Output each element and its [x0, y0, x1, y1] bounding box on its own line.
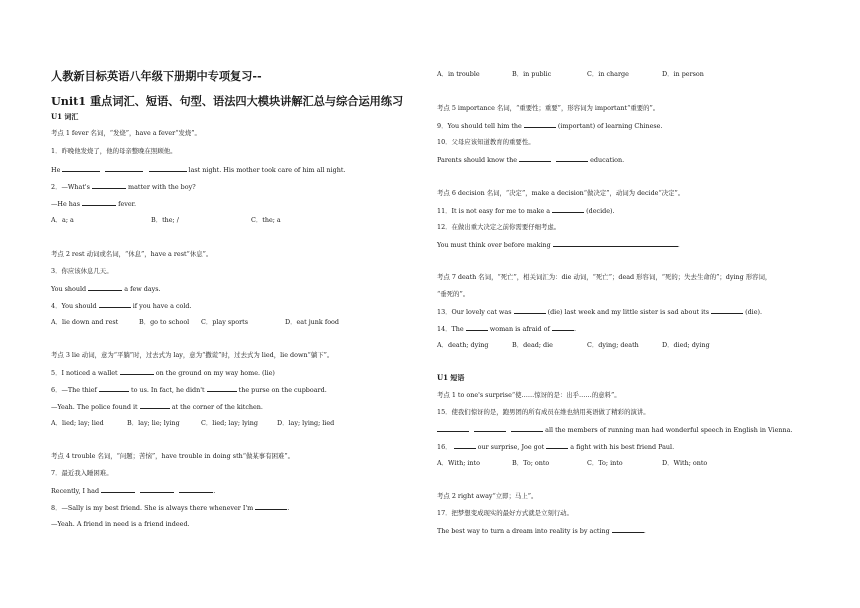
- blank: [92, 182, 126, 189]
- question-8-options: [437, 70, 797, 78]
- question-17-line: The best way to turn a dream into reality is by acting .: [437, 527, 646, 535]
- blank: [524, 121, 556, 128]
- phrase-key-point-1: 考点 1 to one's surprise“使……惊讶的是：出乎……的意料”。: [437, 391, 621, 399]
- option-d: D．died; dying: [662, 341, 710, 349]
- q13-start: 13．Our lovely cat was: [437, 308, 512, 316]
- question-6-options: [51, 419, 381, 427]
- blank: [101, 486, 135, 493]
- q7-start: Recently, I had: [51, 487, 100, 495]
- option-b: B．lay; lie; lying: [127, 419, 180, 427]
- option-c: C．dying; death: [587, 341, 639, 349]
- question-2-answer-line: [51, 199, 136, 208]
- key-point-7-cont: “垂死的”。: [437, 290, 470, 298]
- question-1-prompt: 1．昨晚他发烧了，他的母亲整晚在照顾他。: [51, 147, 177, 155]
- key-point-2: 考点 2 rest 动词或名词，“休息”，have a rest“休息”。: [51, 250, 213, 258]
- q5-start: 5．I noticed a wallet: [51, 369, 118, 377]
- option-a: A．in trouble: [437, 70, 480, 78]
- blank: [474, 425, 506, 432]
- question-12-prompt: 12．在做出重大决定之前你需要仔细考虑。: [437, 223, 561, 231]
- document-title-line1: 人教新目标英语八年级下册期中专项复习--: [51, 69, 262, 83]
- question-14-options: [437, 341, 797, 349]
- blank: [552, 206, 584, 213]
- option-b: B．the; /: [151, 216, 179, 224]
- option-c: C．lied; lay; lying: [201, 419, 258, 427]
- question-2-options: [51, 216, 381, 224]
- q10-end: education.: [590, 156, 625, 164]
- option-c: C．in charge: [587, 70, 629, 78]
- question-8-reply: —Yeah. A friend in need is a friend indeed.: [51, 520, 190, 528]
- blank: [466, 324, 488, 331]
- blank-1: [62, 165, 100, 172]
- blank: [120, 368, 154, 375]
- key-point-6: 考点 6 decision 名词，“决定”，make a decision“做决定”，动词为 decide“决定”。: [437, 189, 685, 197]
- q1-end: last night. His mother took care of him all night.: [188, 166, 346, 174]
- q14-mid: woman is afraid of: [489, 325, 550, 333]
- blank: [454, 442, 476, 449]
- blank: [99, 385, 129, 392]
- key-point-4: 考点 4 trouble 名词，“问题；苦恼”，have trouble in doing sth“做某事有困难”。: [51, 452, 295, 460]
- q11-start: 11．It is not easy for me to make a: [437, 207, 551, 215]
- question-13-line: [437, 307, 762, 316]
- question-3-line: [51, 284, 161, 293]
- question-5-line: [51, 368, 275, 377]
- q14-start: 14．The: [437, 325, 464, 333]
- blank: [207, 385, 237, 392]
- q16-mid: our surprise, Joe got: [477, 443, 545, 451]
- blank: [82, 199, 116, 206]
- option-a: A．a; a: [51, 216, 74, 224]
- question-7-line: Recently, I had .: [51, 487, 216, 495]
- question-7-prompt: 7．最近我入睡困难。: [51, 469, 113, 477]
- option-a: A．lie down and rest: [51, 318, 119, 326]
- q6-start: 6．—The thief: [51, 386, 97, 394]
- blank: [255, 503, 287, 510]
- q13-mid: (die) last week and my little sister is sad about its: [547, 308, 709, 316]
- q9-start: 9．You should tell him the: [437, 122, 522, 130]
- blank: [514, 307, 546, 314]
- option-b: B．To; onto: [512, 459, 550, 467]
- blank: [556, 155, 588, 162]
- q17-start: The best way to turn a dream into reality is by acting: [437, 527, 610, 535]
- q8-start: 8．—Sally is my best friend. She is always there whenever I'm: [51, 504, 254, 512]
- question-12-line: You must think over before making .: [437, 241, 680, 249]
- blank: [612, 526, 644, 533]
- option-d: D．in person: [662, 70, 704, 78]
- q16-start: 16．: [437, 443, 452, 451]
- q4-end: if you have a cold.: [132, 302, 192, 310]
- q2-start: 2．—What's: [51, 183, 90, 191]
- blank: [88, 284, 122, 291]
- q6-reply-start: —Yeah. The police found it: [51, 403, 138, 411]
- q1-start: He: [51, 166, 61, 174]
- question-3-prompt: 3．你应该休息几天。: [51, 267, 113, 275]
- option-c: C．the; a: [251, 216, 281, 224]
- q16-end: a fight with his best friend Paul.: [570, 443, 675, 451]
- key-point-1: 考点 1 fever 名词，“发烧”，have a fever“发烧”。: [51, 129, 201, 137]
- option-c: C．To; into: [587, 459, 623, 467]
- phrase-key-point-2: 考点 2 right away“立即；马上”。: [437, 492, 538, 500]
- q3-end: a few days.: [124, 285, 161, 293]
- blank: [511, 425, 543, 432]
- q12-start: You must think over before making: [437, 241, 551, 249]
- blank-3: [149, 165, 187, 172]
- q2-reply-end: fever.: [118, 200, 137, 208]
- question-10-prompt: 10．父母应该知道教育的重要性。: [437, 138, 535, 146]
- question-4-line: [51, 301, 192, 310]
- blank: [546, 442, 568, 449]
- option-b: B．dead; die: [512, 341, 553, 349]
- document-title-line2: Unit1 重点词汇、短语、句型、语法四大模块讲解汇总与综合运用练习: [51, 94, 404, 108]
- blank: [99, 301, 131, 308]
- blank: [437, 425, 469, 432]
- question-16-line: [437, 442, 674, 451]
- option-b: B．in public: [512, 70, 552, 78]
- q4-start: 4．You should: [51, 302, 97, 310]
- blank: [553, 240, 678, 247]
- option-a: A．lied; lay; lied: [51, 419, 104, 427]
- option-c: C．play sports: [201, 318, 248, 326]
- blank: [140, 402, 170, 409]
- question-6-reply-line: [51, 402, 263, 411]
- option-b: B．go to school: [139, 318, 190, 326]
- question-2-line: [51, 182, 196, 191]
- option-a: A．death; dying: [437, 341, 489, 349]
- q2-reply-start: —He has: [51, 200, 80, 208]
- question-16-options: [437, 459, 797, 467]
- key-point-3: 考点 3 lie 动词，意为“平躺”时，过去式为 lay，意为“撒谎”时，过去式为 lied，lie down“躺下”。: [51, 351, 334, 359]
- q13-end: (die).: [745, 308, 763, 316]
- key-point-7: 考点 7 death 名词，“死亡”，相关词汇为：die 动词，“死亡”；dead 形容词，“死的；失去生命的”；dying 形容词，: [437, 273, 772, 281]
- key-point-5: 考点 5 importance 名词，“重要性；重要”，形容词为 important“重要的”。: [437, 104, 660, 112]
- blank: [179, 486, 213, 493]
- option-d: D．eat junk food: [285, 318, 339, 326]
- q6-end: the purse on the cupboard.: [238, 386, 327, 394]
- option-a: A．With; into: [437, 459, 480, 467]
- blank-2: [105, 165, 143, 172]
- question-6-line: [51, 385, 327, 394]
- blank: [519, 155, 551, 162]
- blank: [140, 486, 174, 493]
- section-heading-phrases: U1 短语: [437, 373, 465, 382]
- blank: [552, 324, 574, 331]
- question-1-line: [51, 165, 345, 174]
- question-15-line: [437, 425, 792, 434]
- question-4-options: [51, 318, 381, 326]
- q6-reply-end: at the corner of the kitchen.: [171, 403, 263, 411]
- q10-start: Parents should know the: [437, 156, 517, 164]
- question-17-prompt: 17．把梦想变成现实的最好方式就是立刻行动。: [437, 509, 573, 517]
- q3-start: You should: [51, 285, 87, 293]
- question-11-line: [437, 206, 615, 215]
- option-d: D．With; onto: [662, 459, 708, 467]
- question-10-line: [437, 155, 624, 164]
- question-15-prompt: 15．使我们惊讶的是，跑男团的所有成员在维也纳用英语做了精彩的演讲。: [437, 408, 650, 416]
- q5-end: on the ground on my way home. (lie): [155, 369, 275, 377]
- q11-end: (decide).: [586, 207, 615, 215]
- blank: [711, 307, 743, 314]
- question-9-line: [437, 121, 662, 130]
- q6-mid: to us. In fact, he didn't: [131, 386, 205, 394]
- section-heading-vocabulary: U1 词汇: [51, 112, 79, 121]
- option-d: D．lay; lying; lied: [277, 419, 335, 427]
- q15-end: all the members of running man had wonderful speech in English in Vienna.: [545, 426, 793, 434]
- question-8-line: 8．—Sally is my best friend. She is always there whenever I'm .: [51, 504, 290, 512]
- question-14-line: 14．The woman is afraid of .: [437, 325, 576, 333]
- q2-end: matter with the boy?: [128, 183, 196, 191]
- q9-end: (important) of learning Chinese.: [557, 122, 663, 130]
